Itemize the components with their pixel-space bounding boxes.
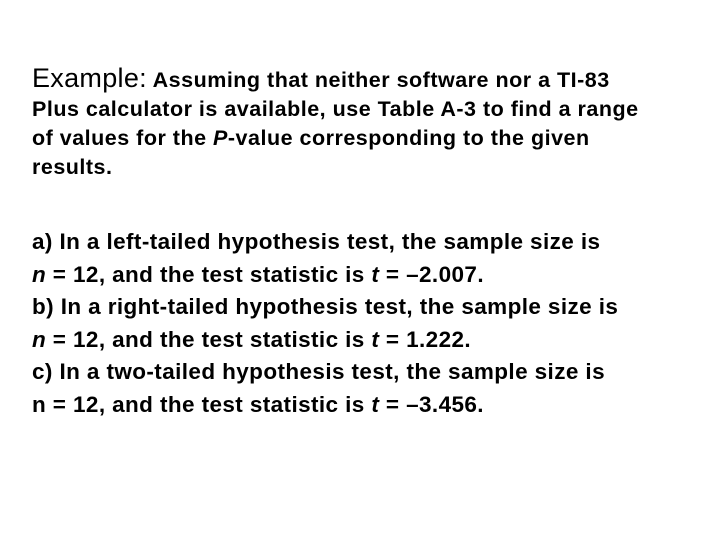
n-symbol: n xyxy=(32,326,47,352)
p-symbol: P xyxy=(213,126,228,150)
example-intro xyxy=(32,64,692,182)
intro-line-1 xyxy=(32,64,692,95)
t-symbol: t xyxy=(371,261,380,287)
part-a-mid: = 12, and the test statistic is xyxy=(46,261,372,287)
part-b-line-2 xyxy=(32,324,702,357)
part-a-end: = –2.007. xyxy=(379,261,484,287)
part-b-mid: = 12, and the test statistic is xyxy=(46,326,372,352)
part-b-end: = 1.222. xyxy=(379,326,472,352)
t-symbol: t xyxy=(371,326,380,352)
intro-line-4: results. xyxy=(32,155,113,179)
intro-line-3-post: -value corresponding to the given xyxy=(227,126,590,150)
intro-line-3-pre: of values for the xyxy=(32,126,214,150)
part-c-end: = –3.456. xyxy=(379,391,484,417)
intro-line-1-text: Assuming that neither software nor a TI-83 xyxy=(146,68,610,92)
part-b-line-1: b) In a right-tailed hypothesis test, the sample size is xyxy=(32,294,619,319)
part-a-line-2 xyxy=(32,259,702,292)
n-symbol: n xyxy=(32,261,47,287)
intro-line-3 xyxy=(32,124,692,153)
part-a-line-1: a) In a left-tailed hypothesis test, the sample size is xyxy=(32,229,601,254)
intro-line-2: Plus calculator is available, use Table A-3 to find a range xyxy=(32,97,639,121)
t-symbol: t xyxy=(371,391,380,417)
part-c-line-2 xyxy=(32,389,702,422)
part-c-line-1: c) In a two-tailed hypothesis test, the sample size is xyxy=(32,359,605,384)
example-label: Example: xyxy=(32,63,147,93)
part-c-pre: n = 12, and the test statistic is xyxy=(32,391,372,417)
problem-parts xyxy=(32,226,702,421)
